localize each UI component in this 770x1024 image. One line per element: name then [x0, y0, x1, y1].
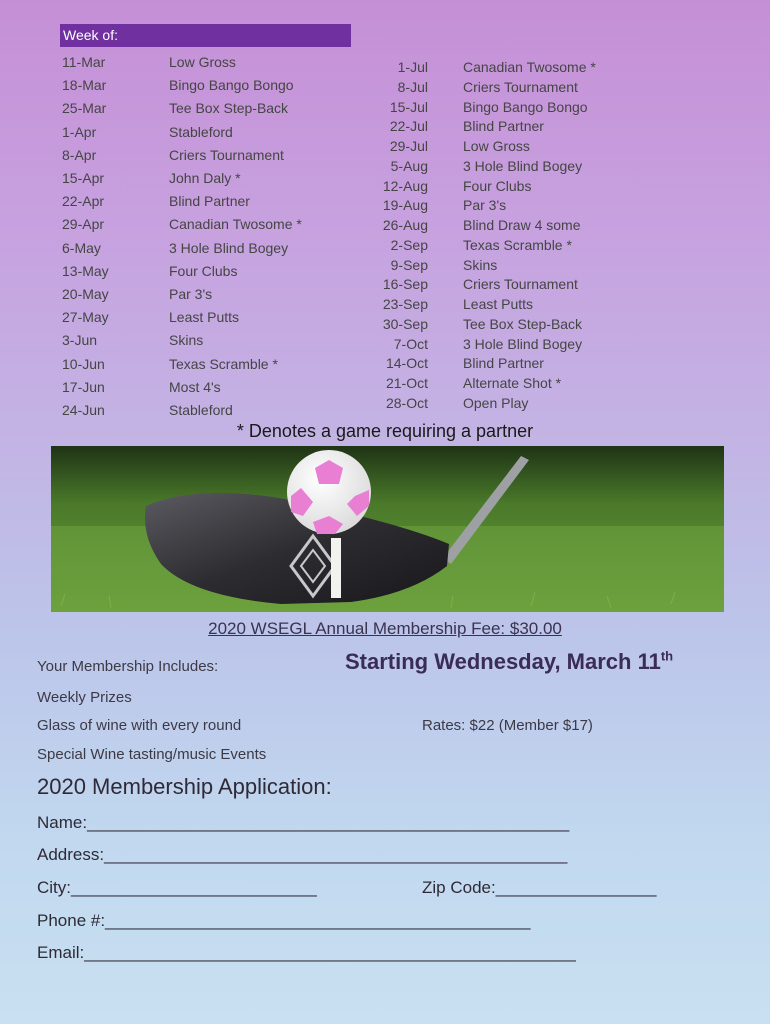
schedule-game: Tee Box Step-Back — [169, 100, 289, 117]
schedule-date: 7-Oct — [393, 335, 428, 352]
city-field[interactable]: City:__________________________ — [37, 878, 317, 897]
address-field[interactable]: Address:_________________________________________________ — [37, 845, 568, 864]
schedule-date: 13-May — [62, 262, 109, 279]
schedule-date: 30-Sep — [382, 315, 428, 332]
phone-field[interactable]: Phone #:_____________________________________________ — [37, 911, 531, 930]
schedule-game: John Daly * — [169, 170, 241, 186]
schedule-game: Texas Scramble * — [169, 355, 278, 372]
schedule-date: 21-Oct — [385, 375, 428, 391]
schedule-date: 29-Jul — [389, 138, 428, 154]
schedule-game: Bingo Bango Bongo — [463, 98, 588, 115]
zip-code-field[interactable]: Zip Code:_________________ — [422, 878, 657, 897]
schedule-game: Open Play — [463, 394, 529, 411]
schedule-game: Tee Box Step-Back — [463, 315, 583, 332]
schedule-game: Skins — [169, 332, 204, 349]
schedule-game: 3 Hole Blind Bogey — [169, 239, 289, 256]
schedule-date: 5-Aug — [390, 157, 428, 174]
schedule-date: 26-Aug — [382, 217, 428, 233]
schedule-date: 6-May — [62, 239, 101, 256]
schedule-date: 14-Oct — [385, 355, 428, 372]
email-field[interactable]: Email:____________________________________________________ — [37, 943, 576, 962]
schedule-date: 11-Mar — [62, 54, 106, 70]
schedule-game: 3 Hole Blind Bogey — [463, 157, 583, 174]
schedule-game: 3 Hole Blind Bogey — [463, 335, 583, 352]
schedule-game: Criers Tournament — [463, 276, 578, 293]
schedule-date: 18-Mar — [62, 77, 107, 94]
schedule-date: 27-May — [62, 309, 109, 326]
schedule-date: 28-Oct — [385, 394, 428, 411]
schedule-date: 22-Jul — [389, 118, 428, 135]
schedule-date: 2-Sep — [390, 236, 428, 253]
schedule-date: 10-Jun — [62, 355, 105, 372]
schedule-game: Alternate Shot * — [463, 375, 562, 391]
schedule-game: Four Clubs — [169, 262, 238, 279]
schedule-date: 8-Apr — [62, 146, 97, 163]
name-field[interactable]: Name:___________________________________________________ — [37, 813, 570, 832]
schedule-game: Skins — [463, 256, 498, 273]
schedule-date: 19-Aug — [382, 197, 428, 214]
schedule-date: 22-Apr — [62, 193, 105, 210]
schedule-game: Texas Scramble * — [463, 236, 572, 253]
golf-tee — [331, 538, 341, 598]
schedule-date: 25-Mar — [62, 100, 107, 117]
schedule-date: 15-Jul — [389, 98, 428, 115]
schedule-date: 12-Aug — [382, 177, 428, 194]
schedule-game: Canadian Twosome * — [169, 216, 302, 233]
schedule-game: Canadian Twosome * — [463, 59, 596, 75]
schedule-game: Criers Tournament — [463, 78, 578, 95]
schedule-game: Least Putts — [463, 296, 534, 312]
schedule-date: 1-Apr — [62, 123, 97, 140]
application-title: 2020 Membership Application: — [37, 774, 332, 799]
schedule-date: 24-Jun — [62, 402, 105, 418]
schedule-date: 29-Apr — [62, 216, 105, 233]
schedule-date: 16-Sep — [382, 276, 428, 293]
schedule-game: Low Gross — [463, 138, 530, 154]
starting-date: Starting Wednesday, March 11th — [345, 648, 674, 674]
schedule-game: Stableford — [169, 123, 233, 140]
schedule-game: Blind Partner — [463, 355, 544, 372]
schedule-game: Criers Tournament — [169, 146, 284, 163]
schedule-game: Par 3's — [169, 286, 213, 302]
schedule-game: Least Putts — [169, 309, 240, 326]
include-wine-tasting: Special Wine tasting/music Events — [37, 746, 267, 763]
week-of-header: Week of: — [60, 24, 351, 47]
partner-note: * Denotes a game requiring a partner — [236, 421, 534, 441]
schedule-date: 15-Apr — [62, 170, 105, 186]
schedule-game: Stableford — [169, 402, 233, 418]
schedule-game: Most 4's — [169, 378, 221, 395]
schedule-date: 17-Jun — [62, 378, 105, 395]
schedule-game: Par 3's — [463, 197, 507, 214]
golf-hero-image — [51, 446, 724, 612]
schedule-date: 9-Sep — [390, 256, 428, 273]
membership-fee: 2020 WSEGL Annual Membership Fee: $30.00 — [208, 619, 562, 638]
schedule-date: 1-Jul — [397, 59, 428, 75]
rates: Rates: $22 (Member $17) — [422, 717, 593, 734]
schedule-game: Low Gross — [169, 54, 236, 70]
schedule-game: Bingo Bango Bongo — [169, 77, 294, 94]
include-wine: Glass of wine with every round — [37, 717, 242, 734]
schedule-game: Blind Partner — [169, 193, 250, 210]
schedule-date: 20-May — [62, 286, 109, 302]
include-weekly-prizes: Weekly Prizes — [37, 689, 132, 706]
schedule-game: Blind Draw 4 some — [463, 217, 581, 233]
schedule-date: 23-Sep — [382, 296, 428, 312]
schedule-date: 8-Jul — [397, 78, 428, 95]
schedule-game: Four Clubs — [463, 177, 532, 194]
schedule-game: Blind Partner — [463, 118, 544, 135]
includes-heading: Your Membership Includes: — [37, 658, 219, 675]
schedule-date: 3-Jun — [62, 332, 98, 349]
